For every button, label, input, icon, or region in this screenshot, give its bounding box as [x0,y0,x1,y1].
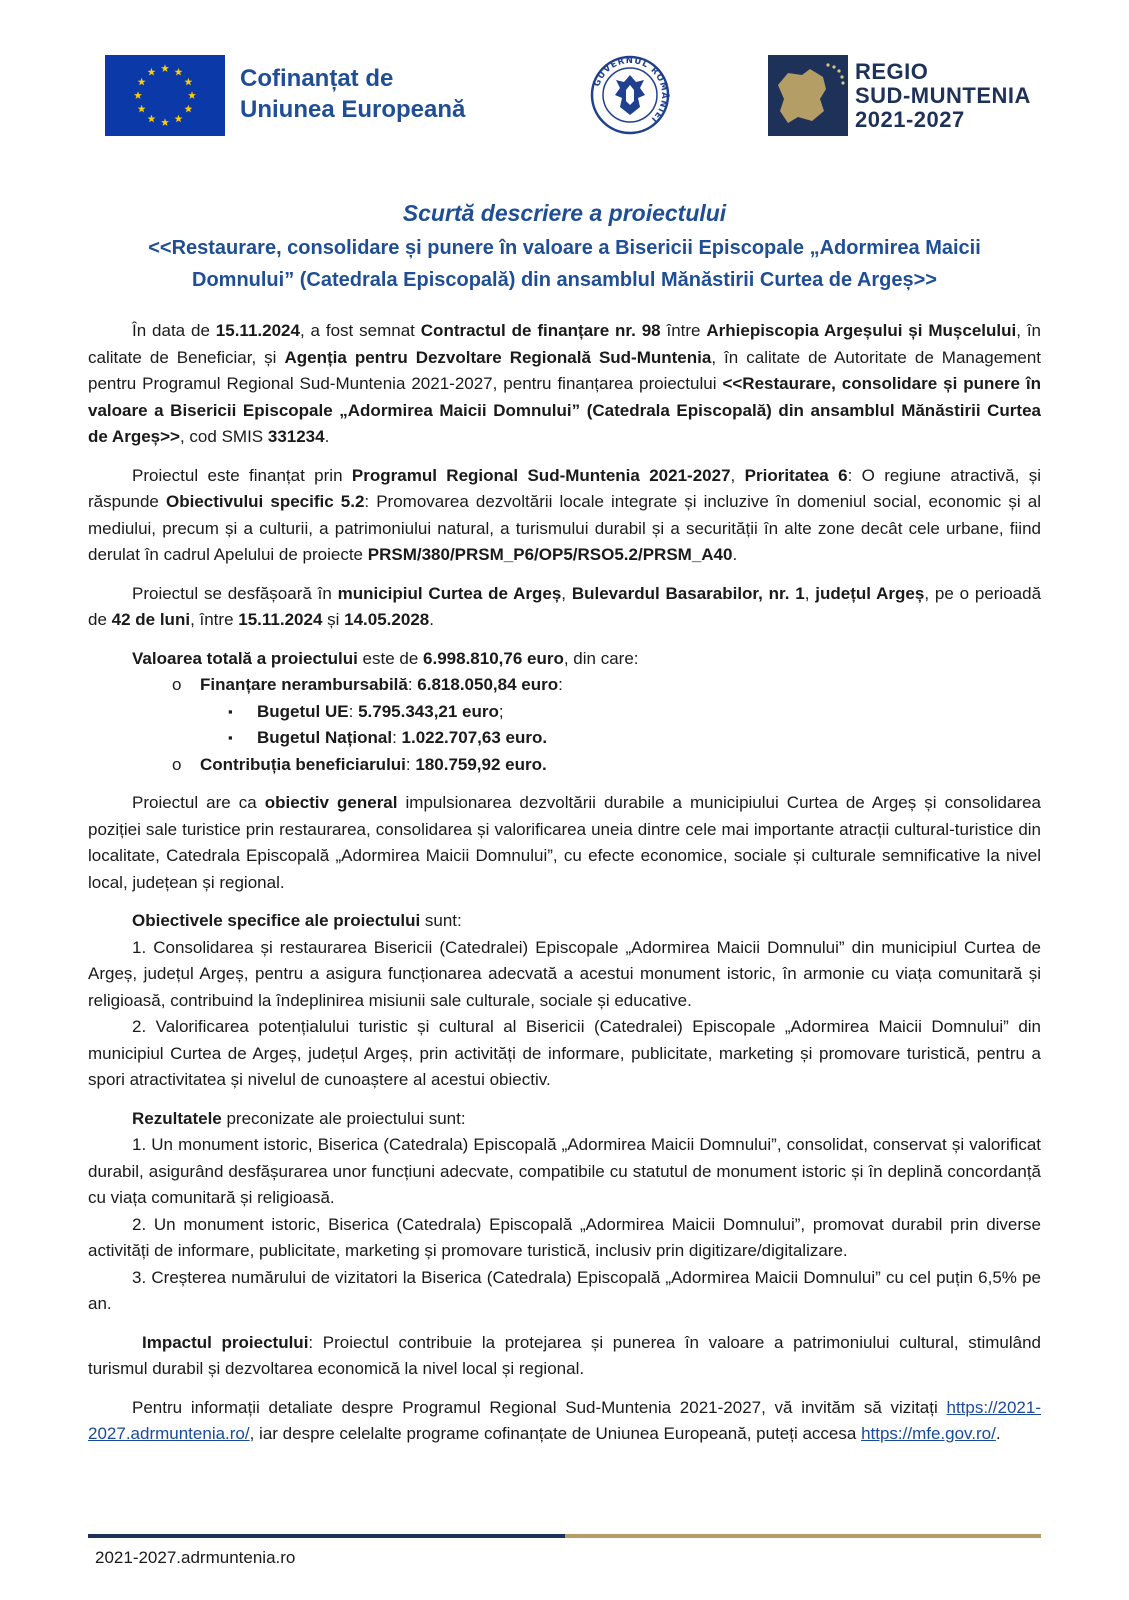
link-adrmuntenia[interactable]: https://2021-2027.adrmuntenia.ro/ [88,1397,1041,1443]
footer-website: 2021-2027.adrmuntenia.ro [95,1548,296,1567]
page-title: Scurtă descriere a proiectului [402,200,727,226]
link-mfe[interactable]: https://mfe.gov.ro/ [861,1424,996,1443]
eu-stars-icon [105,55,225,136]
footer-divider-gold [565,1534,1041,1538]
list-item-eu-budget: ▪ Bugetul UE: 5.795.343,21 euro; [228,701,504,721]
paragraph-total-value: Valoarea totală a proiectului este de 6.998.810,76 euro, din care: [132,648,639,668]
paragraph-financing: Proiectul este finanțat prin Programul Regional Sud-Muntenia 2021-2027, Prioritatea 6: O regiune atractivă, și răspunde Obiectivului specific 5.2: Promovarea dezvoltării locale integrate și incluzive în domeniul social, economic și al mediului, precum și a culturii, a patrimoniului natural, a turismului durabil și a securității în alte zone decât cele urbane, fiind derulat în cadrul Apelului de proiecte PRSM/380/PRSM_P6/OP5/RSO5.2/PRSM_A40. [88,465,1041,564]
result-item-1: 1. Un monument istoric, Biserica (Catedrala) Episcopală „Adormirea Maicii Domnului”, consolidat, conservat și valorificat durabil, asigurând desfășurarea unor funcțiuni adecvate, compatibile cu statutul de monument istoric și în deplină concordanță cu viața comunitară și religioasă. [88,1135,1041,1207]
footer-divider-blue [88,1534,565,1538]
eu-cofinanced-text [240,63,465,125]
paragraph-info: Pentru informații detaliate despre Programul Regional Sud-Muntenia 2021-2027, vă invităm să vizitați https://2021-2027.adrmuntenia.ro/, iar despre celelalte programe cofinanțate de Uniunea Europeană, puteți accesa https://mfe.gov.ro/. [88,1397,1041,1443]
list-item-nonrefundable: o Finanțare nerambursabilă: 6.818.050,84 euro: [172,675,563,694]
paragraph-impact: Impactul proiectului: Proiectul contribuie la protejarea și punerea în valoare a patrimoniului cultural, stimulând turismul durabil și dezvoltarea economică la nivel local și regional. [88,1332,1041,1378]
project-title-line1: <<Restaurare, consolidare și punere în valoare a Bisericii Episcopale „Adormirea Maicii [148,237,981,259]
regio-map-icon [768,55,848,136]
government-seal-icon [590,55,670,135]
result-item-3: 3. Creșterea numărului de vizitatori la Biserica (Catedrala) Episcopală „Adormirea Maicii Domnului” cu cel puțin 6,5% pe an. [88,1267,1041,1313]
regio-line1: REGIO [855,59,929,84]
regio-line3: 2021-2027 [855,107,965,132]
paragraph-general-objective: Proiectul are ca obiectiv general impulsionarea dezvoltării durabile a municipiului Curtea de Argeș și consolidarea poziției sale turistice prin restaurarea, consolidarea și valorificarea uneia dintre cele mai importante atracții cultural-turistice din localitate, Catedrala Episcopală „Adormirea Maicii Domnului”, cu efecte economice, sociale și culturale semnificative la nivel local, județean și regional. [88,793,1041,892]
regio-line2: SUD-MUNTENIA [855,83,1031,108]
value-contribution-list [88,752,1041,779]
header [0,0,1129,150]
list-item-contribution: o Contribuția beneficiarului: 180.759,92 euro. [172,754,547,774]
gov-seal-text: GUVERNUL ROMÂNIEI [592,55,670,125]
paragraph-contract: În data de 15.11.2024, a fost semnat Contractul de finanțare nr. 98 între Arhiepiscopia Argeșului și Mușcelului, în calitate de Beneficiar, și Agenția pentru Dezvoltare Regională Sud-Muntenia, în calitate de Autoritate de Management pentru Programul Regional Sud-Muntenia 2021-2027, pentru finanțarea proiectului <<Restaurare, consolidare și punere în valoare a Bisericii Episcopale „Adormirea Maicii Domnului” (Catedrala Episcopală) din ansamblul Mănăstirii Curtea de Argeș>>, cod SMIS 331234. [88,321,1042,446]
paragraph-location: Proiectul se desfășoară în municipiul Curtea de Argeș, Bulevardul Basarabilor, nr. 1, județul Argeș, pe o perioadă de 42 de luni, între 15.11.2024 și 14.05.2028. [88,583,1042,629]
eu-text-line1: Cofinanțat de [240,65,394,92]
results-heading: Rezultatele preconizate ale proiectului sunt: [132,1108,466,1128]
objective-item-2: 2. Valorificarea potențialului turistic și cultural al Bisericii (Catedralei) Episcopale „Adormirea Maicii Domnului” din municipiul Curtea de Argeș, județul Argeș, prin activități de informare, publicitate, marketing și promovare turistică, pentru a spori atractivitatea și nivelul de cunoaștere al acestui obiectiv. [88,1017,1041,1089]
eu-text-line2: Uniunea Europeană [240,96,466,123]
list-item-national-budget: ▪ Bugetul Național: 1.022.707,63 euro. [228,728,548,747]
eu-flag-icon [105,55,225,136]
objective-item-1: 1. Consolidarea și restaurarea Bisericii (Catedralei) Episcopale „Adormirea Maicii Domnului” din municipiul Curtea de Argeș, județul Argeș, pentru a asigura funcționarea adecvată a acestui monument istoric, în armonie cu viața comunitară și religioasă, contribuind la îndeplinirea misiunii sale culturale, sociale și educative. [88,937,1041,1010]
regio-text [855,60,1031,132]
value-sublist [88,699,1041,752]
project-title-line2: Domnului” (Catedrala Episcopală) din ansamblul Mănăstirii Curtea de Argeș>> [192,269,937,291]
project-title [88,232,1041,296]
value-breakdown-list [88,672,1041,699]
document-body [88,198,1041,1448]
objectives-heading: Obiectivele specifice ale proiectului sunt: [132,911,462,930]
result-item-2: 2. Un monument istoric, Biserica (Catedrala) Episcopală „Adormirea Maicii Domnului”, promovat durabil prin diverse activități de informare, publicitate, marketing și promovare turistică, inclusiv prin digitizare/digitalizare. [88,1214,1041,1260]
